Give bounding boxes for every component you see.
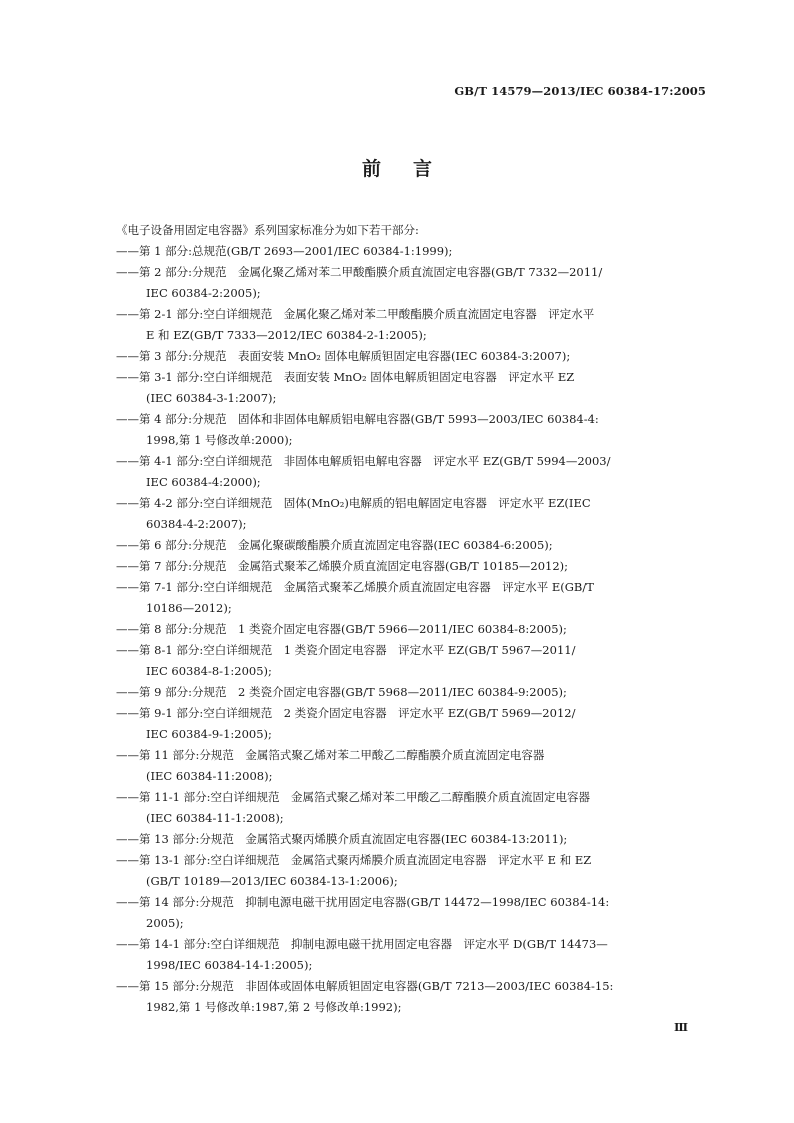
list-item-line: ——第 9-1 部分:空白详细规范 2 类瓷介固定电容器 评定水平 EZ(GB/T 5969—2012/ [116, 706, 576, 720]
list-item [116, 745, 706, 787]
list-item [116, 787, 706, 829]
list-item-continuation: (IEC 60384-3-1:2007); [146, 391, 277, 405]
list-item-continuation: 1982,第 1 号修改单:1987,第 2 号修改单:1992); [146, 1000, 402, 1014]
list-item-line: ——第 2-1 部分:空白详细规范 金属化聚乙烯对苯二甲酸酯膜介质直流固定电容器 评定水平 [116, 307, 595, 321]
intro-paragraph: 《电子设备用固定电容器》系列国家标准分为如下若干部分: [116, 223, 419, 237]
list-item [116, 241, 706, 262]
list-item-continuation: 10186—2012); [146, 601, 232, 615]
list-item-line: ——第 7 部分:分规范 金属箔式聚苯乙烯膜介质直流固定电容器(GB/T 10185—2012); [116, 559, 569, 573]
list-item-line: ——第 13 部分:分规范 金属箔式聚丙烯膜介质直流固定电容器(IEC 60384-13:2011); [116, 832, 568, 846]
part-list [116, 241, 706, 1018]
list-item-continuation: IEC 60384-4:2000); [146, 475, 261, 489]
list-item-line: ——第 11-1 部分:空白详细规范 金属箔式聚乙烯对苯二甲酸乙二醇酯膜介质直流固定电容器 [116, 790, 591, 804]
list-item-continuation: E 和 EZ(GB/T 7333—2012/IEC 60384-2-1:2005); [146, 328, 427, 342]
list-item-continuation: 60384-4-2:2007); [146, 517, 247, 531]
list-item [116, 262, 706, 304]
list-item-line: ——第 1 部分:总规范(GB/T 2693—2001/IEC 60384-1:1999); [116, 244, 453, 258]
list-item-line: ——第 3-1 部分:空白详细规范 表面安装 MnO₂ 固体电解质钽固定电容器 评定水平 EZ [116, 370, 575, 384]
list-item [116, 703, 706, 745]
list-item [116, 619, 706, 640]
list-item [116, 367, 706, 409]
list-item-line: ——第 14-1 部分:空白详细规范 抑制电源电磁干扰用固定电容器 评定水平 D(GB/T 14473— [116, 937, 608, 951]
list-item [116, 934, 706, 976]
list-item-line: ——第 4 部分:分规范 固体和非固体电解质铝电解电容器(GB/T 5993—2003/IEC 60384-4: [116, 412, 599, 426]
list-item [116, 976, 706, 1018]
list-item-line: ——第 7-1 部分:空白详细规范 金属箔式聚苯乙烯膜介质直流固定电容器 评定水平 E(GB/T [116, 580, 594, 594]
list-item-line: ——第 4-2 部分:空白详细规范 固体(MnO₂)电解质的铝电解固定电容器 评定水平 EZ(IEC [116, 496, 591, 510]
list-item-line: ——第 13-1 部分:空白详细规范 金属箔式聚丙烯膜介质直流固定电容器 评定水平 E 和 EZ [116, 853, 592, 867]
list-item [116, 640, 706, 682]
list-item-line: ——第 2 部分:分规范 金属化聚乙烯对苯二甲酸酯膜介质直流固定电容器(GB/T 7332—2011/ [116, 265, 603, 279]
list-item-continuation: 1998/IEC 60384-14-1:2005); [146, 958, 313, 972]
list-item-line: ——第 3 部分:分规范 表面安装 MnO₂ 固体电解质钽固定电容器(IEC 60384-3:2007); [116, 349, 571, 363]
list-item-continuation: 2005); [146, 916, 184, 930]
list-item [116, 346, 706, 367]
list-item-line: ——第 8-1 部分:空白详细规范 1 类瓷介固定电容器 评定水平 EZ(GB/T 5967—2011/ [116, 643, 576, 657]
page-number: Ⅲ [673, 1020, 688, 1034]
list-item [116, 409, 706, 451]
list-item [116, 535, 706, 556]
list-item [116, 850, 706, 892]
list-item-continuation: (GB/T 10189—2013/IEC 60384-13-1:2006); [146, 874, 398, 888]
list-item-line: ——第 4-1 部分:空白详细规范 非固体电解质铝电解电容器 评定水平 EZ(GB/T 5994—2003/ [116, 454, 611, 468]
list-item [116, 304, 706, 346]
list-item-continuation: IEC 60384-9-1:2005); [146, 727, 272, 741]
list-item-continuation: (IEC 60384-11:2008); [146, 769, 273, 783]
list-item-line: ——第 6 部分:分规范 金属化聚碳酸酯膜介质直流固定电容器(IEC 60384-6:2005); [116, 538, 553, 552]
list-item-continuation: 1998,第 1 号修改单:2000); [146, 433, 293, 447]
list-item [116, 451, 706, 493]
document-body [116, 220, 706, 1018]
list-item [116, 493, 706, 535]
list-item-continuation: (IEC 60384-11-1:2008); [146, 811, 284, 825]
list-item-line: ——第 14 部分:分规范 抑制电源电磁干扰用固定电容器(GB/T 14472—1998/IEC 60384-14: [116, 895, 610, 909]
list-item [116, 556, 706, 577]
list-item-line: ——第 9 部分:分规范 2 类瓷介固定电容器(GB/T 5968—2011/IEC 60384-9:2005); [116, 685, 567, 699]
list-item [116, 829, 706, 850]
list-item-continuation: IEC 60384-8-1:2005); [146, 664, 272, 678]
page-title: 前言 [361, 158, 464, 180]
standard-number-header: GB/T 14579—2013/IEC 60384-17:2005 [454, 84, 706, 98]
list-item-line: ——第 8 部分:分规范 1 类瓷介固定电容器(GB/T 5966—2011/IEC 60384-8:2005); [116, 622, 567, 636]
list-item-continuation: IEC 60384-2:2005); [146, 286, 261, 300]
list-item [116, 682, 706, 703]
list-item [116, 892, 706, 934]
list-item [116, 577, 706, 619]
list-item-line: ——第 11 部分:分规范 金属箔式聚乙烯对苯二甲酸乙二醇酯膜介质直流固定电容器 [116, 748, 545, 762]
list-item-line: ——第 15 部分:分规范 非固体或固体电解质钽固定电容器(GB/T 7213—2003/IEC 60384-15: [116, 979, 614, 993]
